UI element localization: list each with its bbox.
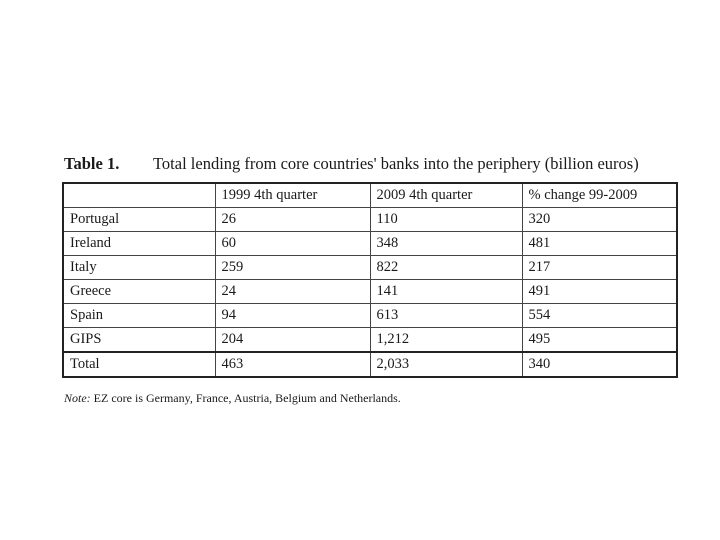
change-cell: 217 bbox=[522, 256, 677, 280]
header-cell-2009: 2009 4th quarter bbox=[370, 183, 522, 208]
total-2009-cell: 2,033 bbox=[370, 352, 522, 377]
total-label-cell: Total bbox=[63, 352, 215, 377]
change-cell: 481 bbox=[522, 232, 677, 256]
header-cell-change: % change 99-2009 bbox=[522, 183, 677, 208]
country-cell: Spain bbox=[63, 304, 215, 328]
table-total-row bbox=[63, 352, 677, 377]
country-cell: Portugal bbox=[63, 208, 215, 232]
change-cell: 491 bbox=[522, 280, 677, 304]
value-1999-cell: 24 bbox=[215, 280, 370, 304]
value-1999-cell: 26 bbox=[215, 208, 370, 232]
value-2009-cell: 613 bbox=[370, 304, 522, 328]
value-2009-cell: 822 bbox=[370, 256, 522, 280]
value-1999-cell: 204 bbox=[215, 328, 370, 353]
table-number: Table 1. bbox=[64, 154, 120, 173]
table-row bbox=[63, 304, 677, 328]
change-cell: 320 bbox=[522, 208, 677, 232]
change-cell: 554 bbox=[522, 304, 677, 328]
table-caption bbox=[64, 154, 684, 176]
country-cell: Ireland bbox=[63, 232, 215, 256]
value-2009-cell: 141 bbox=[370, 280, 522, 304]
note-text: EZ core is Germany, France, Austria, Belgium and Netherlands. bbox=[90, 391, 401, 405]
table-row bbox=[63, 256, 677, 280]
table-header-row bbox=[63, 183, 677, 208]
total-1999-cell: 463 bbox=[215, 352, 370, 377]
country-cell: GIPS bbox=[63, 328, 215, 353]
value-1999-cell: 60 bbox=[215, 232, 370, 256]
header-cell-country bbox=[63, 183, 215, 208]
table-note bbox=[64, 391, 401, 406]
country-cell: Greece bbox=[63, 280, 215, 304]
note-label: Note: bbox=[64, 391, 91, 405]
value-1999-cell: 94 bbox=[215, 304, 370, 328]
value-2009-cell: 348 bbox=[370, 232, 522, 256]
total-change-cell: 340 bbox=[522, 352, 677, 377]
table-title: Total lending from core countries' banks into the periphery (billion euros) bbox=[153, 154, 639, 173]
table-row bbox=[63, 208, 677, 232]
country-cell: Italy bbox=[63, 256, 215, 280]
lending-table bbox=[62, 182, 678, 378]
table-row bbox=[63, 280, 677, 304]
value-2009-cell: 1,212 bbox=[370, 328, 522, 353]
header-cell-1999: 1999 4th quarter bbox=[215, 183, 370, 208]
value-1999-cell: 259 bbox=[215, 256, 370, 280]
table-row bbox=[63, 328, 677, 353]
table-row bbox=[63, 232, 677, 256]
value-2009-cell: 110 bbox=[370, 208, 522, 232]
change-cell: 495 bbox=[522, 328, 677, 353]
